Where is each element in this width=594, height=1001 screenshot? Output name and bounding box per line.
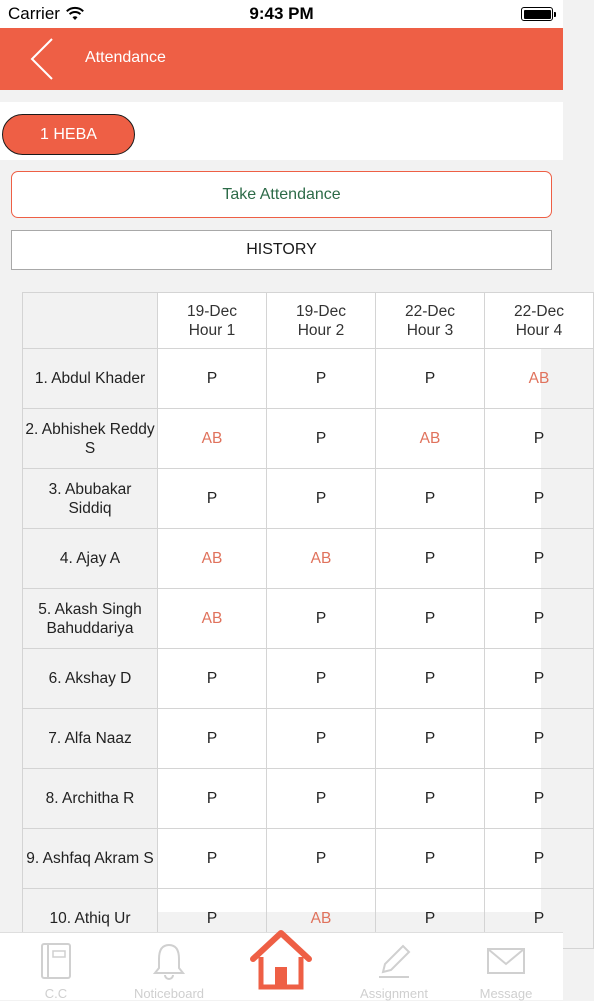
clock: 9:43 PM	[249, 4, 314, 23]
attendance-mark-cell: P	[485, 469, 594, 529]
column-header: 19-Dec Hour 1	[158, 293, 267, 349]
tab-label: C.C	[44, 986, 68, 1001]
tab-home[interactable]	[225, 933, 337, 1001]
chevron-left-icon	[22, 36, 62, 82]
attendance-mark-cell: P	[376, 649, 485, 709]
attendance-mark-cell: AB	[376, 409, 485, 469]
column-header: 22-Dec Hour 3	[376, 293, 485, 349]
attendance-mark-cell: P	[267, 829, 376, 889]
student-name-cell: 1. Abdul Khader	[23, 349, 158, 409]
attendance-table-scroll[interactable]	[22, 292, 564, 927]
carrier-label: Carrier	[8, 4, 60, 23]
attendance-mark-cell: P	[158, 769, 267, 829]
class-selector-strip	[0, 102, 563, 160]
table-row	[23, 529, 594, 589]
status-bar	[0, 0, 563, 28]
book-icon	[36, 941, 76, 980]
attendance-mark-cell: P	[267, 769, 376, 829]
student-name-cell: 8. Architha R	[23, 769, 158, 829]
attendance-mark-cell: AB	[158, 589, 267, 649]
nav-bar	[0, 28, 563, 90]
attendance-mark-cell: P	[485, 589, 594, 649]
envelope-icon	[486, 941, 526, 980]
table-row	[23, 469, 594, 529]
attendance-mark-cell: AB	[158, 409, 267, 469]
attendance-mark-cell: AB	[485, 349, 594, 409]
attendance-mark-cell: P	[485, 529, 594, 589]
table-row	[23, 649, 594, 709]
column-header: 22-Dec Hour 4	[485, 293, 594, 349]
table-header-row	[23, 293, 594, 349]
attendance-mark-cell: P	[267, 649, 376, 709]
student-name-cell: 6. Akshay D	[23, 649, 158, 709]
attendance-mark-cell: P	[158, 829, 267, 889]
attendance-mark-cell: AB	[267, 529, 376, 589]
tab-noticeboard[interactable]	[113, 933, 225, 1001]
attendance-mark-cell: P	[485, 889, 594, 949]
bell-icon	[149, 941, 189, 980]
attendance-mark-cell: P	[376, 469, 485, 529]
attendance-mark-cell: P	[376, 769, 485, 829]
attendance-mark-cell: P	[485, 649, 594, 709]
attendance-mark-cell: P	[376, 349, 485, 409]
header-corner-cell	[23, 293, 158, 349]
attendance-mark-cell: P	[158, 469, 267, 529]
attendance-mark-cell: P	[158, 709, 267, 769]
tab-message[interactable]	[450, 933, 562, 1001]
attendance-mark-cell: P	[158, 649, 267, 709]
attendance-mark-cell: P	[158, 349, 267, 409]
attendance-mark-cell: P	[267, 409, 376, 469]
attendance-mark-cell: P	[376, 589, 485, 649]
student-name-cell: 9. Ashfaq Akram S	[23, 829, 158, 889]
student-name-cell: 4. Ajay A	[23, 529, 158, 589]
attendance-mark-cell: P	[267, 589, 376, 649]
table-row	[23, 409, 594, 469]
back-button[interactable]	[22, 36, 62, 82]
page-title: Attendance	[85, 49, 166, 66]
student-name-cell: 7. Alfa Naaz	[23, 709, 158, 769]
attendance-mark-cell: P	[485, 409, 594, 469]
attendance-mark-cell: AB	[158, 529, 267, 589]
take-attendance-button[interactable]: Take Attendance	[11, 171, 552, 218]
attendance-table	[22, 292, 594, 949]
student-name-cell: 10. Athiq Ur	[23, 889, 158, 949]
attendance-mark-cell: P	[485, 769, 594, 829]
class-pill[interactable]: 1 HEBA	[2, 114, 135, 155]
table-row	[23, 709, 594, 769]
table-row	[23, 829, 594, 889]
tab-label: Assignment	[360, 986, 428, 1001]
attendance-mark-cell: P	[376, 829, 485, 889]
tab-label: Noticeboard	[133, 986, 205, 1001]
battery-icon	[521, 7, 553, 21]
attendance-mark-cell: P	[376, 529, 485, 589]
attendance-mark-cell: P	[267, 469, 376, 529]
student-name-cell: 3. Abubakar Siddiq	[23, 469, 158, 529]
table-row	[23, 769, 594, 829]
attendance-mark-cell: P	[485, 709, 594, 769]
column-header: 19-Dec Hour 2	[267, 293, 376, 349]
attendance-mark-cell: P	[376, 889, 485, 949]
table-row	[23, 349, 594, 409]
home-icon	[249, 927, 313, 991]
tab-assignment[interactable]	[338, 933, 450, 1001]
attendance-mark-cell: P	[376, 709, 485, 769]
student-name-cell: 5. Akash Singh Bahuddariya	[23, 589, 158, 649]
tab-bar	[0, 932, 563, 1000]
attendance-mark-cell: P	[267, 349, 376, 409]
attendance-mark-cell: AB	[267, 889, 376, 949]
attendance-mark-cell: P	[267, 709, 376, 769]
student-name-cell: 2. Abhishek Reddy S	[23, 409, 158, 469]
pencil-icon	[374, 941, 414, 980]
tab-cc[interactable]	[0, 933, 112, 1001]
attendance-mark-cell: P	[485, 829, 594, 889]
table-row	[23, 589, 594, 649]
attendance-mark-cell: P	[158, 889, 267, 949]
tab-label: Message	[479, 986, 533, 1001]
history-button[interactable]: HISTORY	[11, 230, 552, 270]
